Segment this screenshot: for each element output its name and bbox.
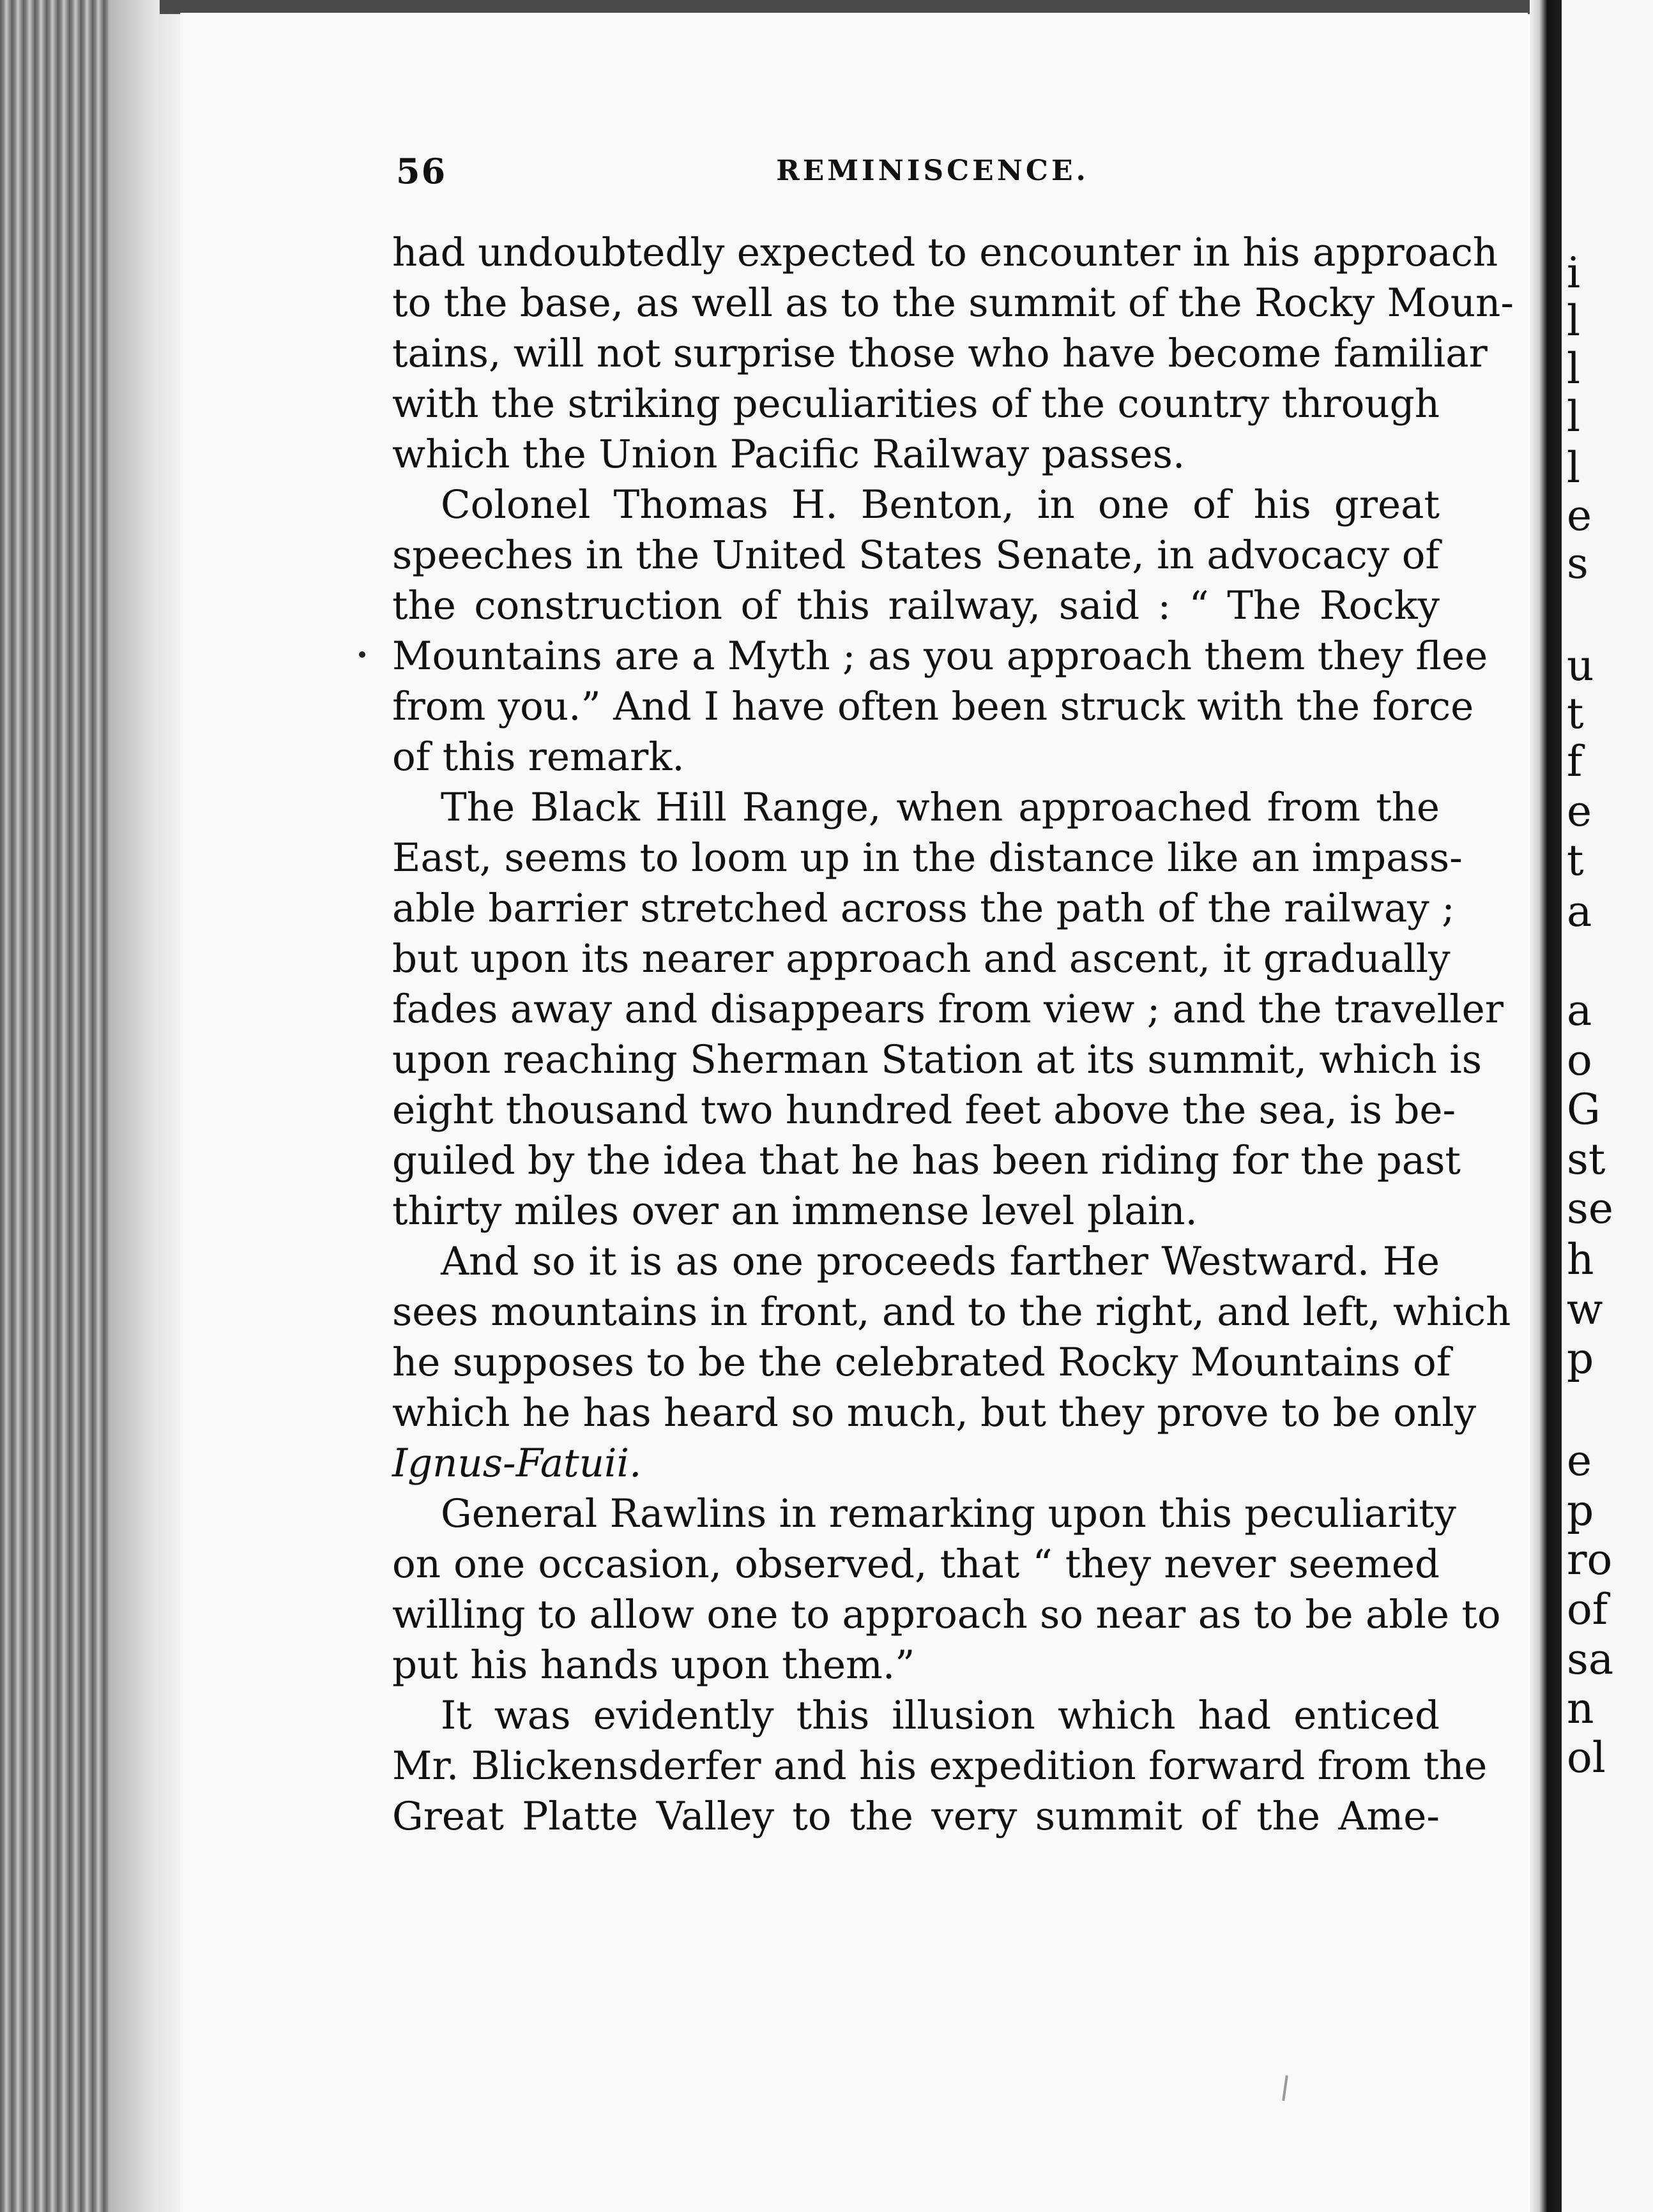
text-line: sees mountains in front, and to the right, and left, which bbox=[392, 1289, 1511, 1335]
facing-page-fragment: se bbox=[1567, 1184, 1613, 1233]
facing-page-fragment: ro bbox=[1567, 1535, 1613, 1584]
text-line: which the Union Pacific Railway passes. bbox=[392, 432, 1185, 477]
book-gutter bbox=[1530, 0, 1562, 2212]
facing-page-fragment: p bbox=[1567, 1334, 1594, 1383]
page-edge-shadow bbox=[109, 0, 185, 2212]
facing-page-fragment: t bbox=[1567, 836, 1584, 885]
facing-page-fragment: l bbox=[1567, 443, 1581, 492]
text-line: put his hands upon them.” bbox=[392, 1642, 915, 1688]
text-line: able barrier stretched across the path of the railway ; bbox=[392, 886, 1455, 931]
facing-page-fragment: st bbox=[1567, 1135, 1606, 1184]
text-line: It was evidently this illusion which had enticed bbox=[441, 1693, 1440, 1738]
facing-page-fragment: t bbox=[1567, 689, 1584, 738]
text-line: fades away and disappears from view ; and the traveller bbox=[392, 987, 1504, 1032]
text-line: Mr. Blickensderfer and his expedition forward from the bbox=[392, 1743, 1488, 1789]
text-line: guiled by the idea that he has been riding for the past bbox=[392, 1138, 1461, 1183]
facing-page-fragment: h bbox=[1567, 1235, 1594, 1284]
facing-page-fragment: of bbox=[1567, 1585, 1608, 1634]
body-text bbox=[392, 227, 1514, 1842]
text-line: thirty miles over an immense level plain. bbox=[392, 1188, 1198, 1234]
text-line: Great Platte Valley to the very summit of the Ame- bbox=[392, 1794, 1440, 1839]
facing-page-fragment: l bbox=[1567, 392, 1581, 441]
text-line: speeches in the United States Senate, in advocacy of bbox=[392, 533, 1440, 578]
text-line: tains, will not surprise those who have become familiar bbox=[392, 331, 1488, 376]
facing-page-fragment: l bbox=[1567, 344, 1581, 393]
text-line: The Black Hill Range, when approached from the bbox=[441, 785, 1440, 830]
facing-page-edge bbox=[1562, 0, 1653, 2212]
text-line: to the base, as well as to the summit of the Rocky Moun- bbox=[392, 280, 1514, 326]
running-head-title: REMINISCENCE. bbox=[776, 155, 1089, 187]
facing-page-fragment: n bbox=[1567, 1684, 1594, 1733]
facing-page-fragment: a bbox=[1567, 887, 1592, 936]
text-line: on one occasion, observed, that “ they never seemed bbox=[392, 1542, 1440, 1587]
text-line: upon reaching Sherman Station at its summit, which is bbox=[392, 1037, 1482, 1082]
running-head bbox=[396, 151, 1444, 195]
text-line: with the striking peculiarities of the country through bbox=[392, 381, 1440, 427]
text-line: the construction of this railway, said : “ The Rocky bbox=[392, 583, 1440, 628]
facing-page-fragment: ol bbox=[1567, 1733, 1606, 1782]
text-line: of this remark. bbox=[392, 734, 685, 780]
text-line: Colonel Thomas H. Benton, in one of his great bbox=[441, 482, 1440, 527]
text-line: And so it is as one proceeds farther Westward. He bbox=[441, 1239, 1440, 1284]
facing-page-fragment: p bbox=[1567, 1486, 1594, 1535]
text-line: General Rawlins in remarking upon this peculiarity bbox=[441, 1491, 1456, 1536]
text-line: Mountains are a Myth ; as you approach them they flee bbox=[392, 633, 1488, 679]
text-line: from you.” And I have often been struck with the force bbox=[392, 684, 1474, 729]
page-number: 56 bbox=[396, 151, 447, 192]
facing-page-fragment: f bbox=[1567, 737, 1583, 786]
text-line: he supposes to be the celebrated Rocky Mountains of bbox=[392, 1340, 1451, 1385]
facing-page-fragment: i bbox=[1567, 248, 1581, 298]
facing-page-fragment: s bbox=[1567, 539, 1588, 588]
facing-page-fragment: u bbox=[1567, 641, 1594, 690]
facing-page-fragment: e bbox=[1567, 491, 1592, 540]
text-line: willing to allow one to approach so near as to be able to bbox=[392, 1592, 1501, 1637]
facing-page-fragment: l bbox=[1567, 296, 1581, 345]
facing-page-fragment: e bbox=[1567, 1436, 1592, 1485]
text-line: East, seems to loom up in the distance like an impass- bbox=[392, 835, 1463, 881]
facing-page-fragment: e bbox=[1567, 787, 1592, 836]
stray-ink-dot bbox=[359, 651, 365, 658]
top-border bbox=[160, 0, 1533, 14]
facing-page-fragment: w bbox=[1567, 1285, 1603, 1334]
text-line: eight thousand two hundred feet above the sea, is be- bbox=[392, 1087, 1456, 1133]
facing-page-fragment: sa bbox=[1567, 1635, 1614, 1684]
facing-page-fragment: G bbox=[1567, 1085, 1601, 1134]
text-line: which he has heard so much, but they prove to be only bbox=[392, 1390, 1477, 1436]
text-line: Ignus-Fatuii. bbox=[392, 1441, 642, 1486]
facing-page-fragment: o bbox=[1567, 1036, 1592, 1085]
facing-page-fragment: a bbox=[1567, 986, 1592, 1035]
text-line: but upon its nearer approach and ascent, it gradually bbox=[392, 936, 1451, 981]
text-line: had undoubtedly expected to encounter in his approach bbox=[392, 230, 1498, 275]
